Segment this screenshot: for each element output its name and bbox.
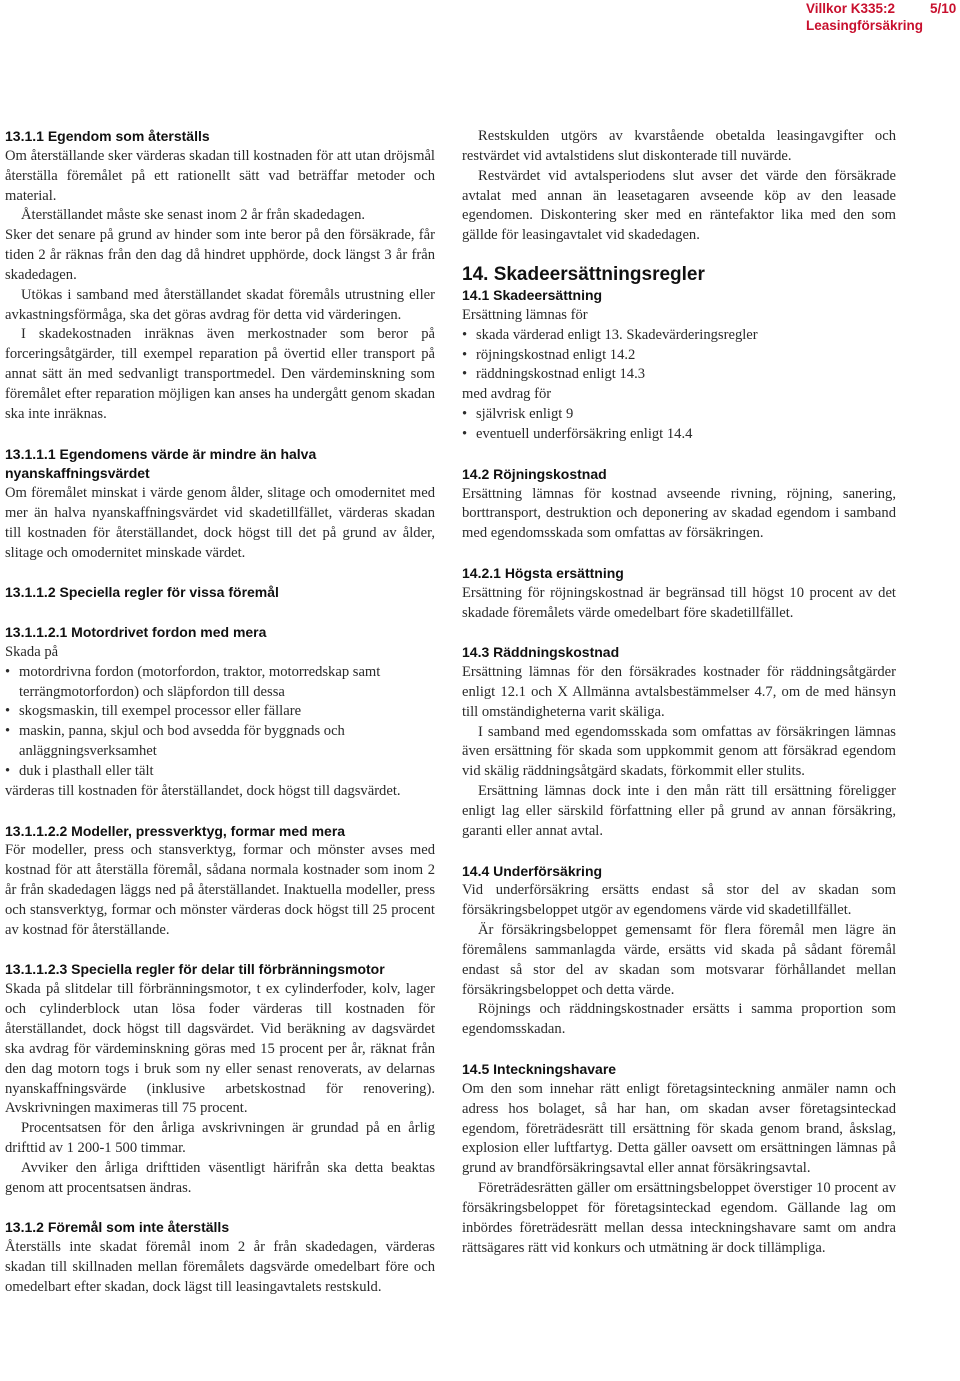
paragraph: I samband med egendomsskada som omfattas av försäkringen lämnas även ersättning för skada som uppkommit genom att försäkrad egendom vid skälig räddningsåtgärd skadats, förkommit eller stulits. bbox=[462, 723, 896, 780]
section-heading: 13.1.1.1 Egendomens värde är mindre än halva nyanskaffningsvärdet bbox=[5, 445, 317, 482]
paragraph: Utökas i samband med återställandet skadat föremåls utrustning eller avkastningsförmåga, ska det göras avdrag för detta vid värderingen. bbox=[5, 286, 435, 323]
list-item: • räddningskostnad enligt 14.3 bbox=[462, 365, 896, 385]
paragraph: Sker det senare på grund av hinder som inte beror på den försäkrade, får tiden 2 år räknas från den dag då hindret upphörde, dock längst 3 år från skadedagen. bbox=[5, 227, 435, 283]
paragraph: Företrädesrätten gäller om ersättningsbeloppet överstiger 10 procent av försäkringsbeloppet för företagsinteckad egendom. Gällande lag om inbördes företrädesrätt mellan dessa inteckningshavare samt om andra rättsägares rätt vid konkurs och utmätning är dock tillämpliga. bbox=[462, 1180, 896, 1256]
chapter-heading: 14. Skadeersättningsregler bbox=[462, 264, 705, 286]
paragraph: Om den som innehar rätt enligt företagsinteckning anmäler namn och adress hos bolaget, så har han, om skadan avser företagsinteckad egendom, företrädesrätt till ersättning för skada genom brand, åskslag, explosion eller luftfartyg. Detta gäller oavsett om ersättningen lämnas på grund av brandförsäkringsavtal eller annat försäkringsavtal. bbox=[462, 1080, 896, 1177]
paragraph: Om återställande sker värderas skadan till kostnaden för att utan dröjsmål återställa föremålet på ett rationellt sätt vad beträffar metoder och material. bbox=[5, 147, 435, 204]
paragraph: Är försäkringsbeloppet gemensamt för flera föremål men lägre än föremålens sammanlagda värde, ersätts vid skada på sådant föremål endast så stor del av skadan som motsvarar förhållandet mellan försäkringsbeloppet och detta värde. bbox=[462, 922, 896, 998]
list-item: • självrisk enligt 9 bbox=[462, 405, 896, 425]
section-heading: 13.1.1 Egendom som återställs bbox=[5, 128, 210, 144]
paragraph: Ersättning lämnas för den försäkrades kostnader för räddningsåtgärder enligt 12.1 och X Allmänna avtalsbestämmelser 4.7, om de med hänsyn till omständigheterna varit skäliga. bbox=[462, 664, 896, 720]
paragraph: Restskulden utgörs av kvarstående obetalda leasingavgifter och restvärdet vid avtalstidens slut diskonterade till nuvärde. bbox=[462, 128, 896, 164]
right-column bbox=[462, 127, 896, 1258]
document-title: Leasingförsäkring bbox=[806, 18, 924, 33]
section-heading: 13.1.1.2.2 Modeller, pressverktyg, formar med mera bbox=[5, 822, 346, 839]
paragraph: Ersättning för röjningskostnad är begränsad till högst 10 procent av det skadade föremålets värde omedelbart före skadetillfället. bbox=[462, 584, 896, 621]
document-code: Villkor K335:2 bbox=[806, 1, 896, 16]
list-item: • skogsmaskin, till exempel processor eller fällare bbox=[5, 702, 435, 722]
section-heading: 14.1 Skadeersättning bbox=[462, 287, 603, 304]
paragraph: Röjnings och räddningskostnader ersätts i samma proportion som egendomsskadan. bbox=[462, 1001, 896, 1038]
paragraph: Ersättning lämnas för kostnad avseende rivning, röjning, sanering, borttransport, destruktion och deponering av skadad egendom i samband med egendomsskada som omfattas av försäkringen. bbox=[462, 485, 896, 542]
section-heading: 14.5 Inteckningshavare bbox=[462, 1060, 617, 1077]
paragraph: Återställandet måste ske senast inom 2 år från skadedagen. bbox=[21, 207, 366, 224]
paragraph: Om föremålet minskat i värde genom ålder, slitage och omodernitet med mer än halva nyanskaffningsvärdet vid skadetillfället, värderas skadan till kostnaden för återställandet, dock högst till det på grund av ålder, slitage och omodernitet minskade värdet. bbox=[5, 485, 435, 561]
paragraph: Skada på bbox=[5, 643, 59, 660]
paragraph: Restvärdet vid avtalsperiodens slut avser det värde den försäkrade avtalat med annan än leasetagaren avseende köp av den leasade egendomen. Diskontering sker med en räntefaktor lika med den som gällde för leasingavtalet vid skadedagen. bbox=[462, 167, 896, 244]
paragraph: Vid underförsäkring ersätts endast så stor del av skadan som försäkringsbeloppet utgör av egendomens värde vid skadetillfället. bbox=[462, 882, 896, 919]
paragraph: Procentsatsen för den årliga avskrivningen är grundad på en årlig drifttid av 1 200-1 500 timmar. bbox=[5, 1120, 435, 1157]
bullet-list bbox=[5, 663, 435, 782]
paragraph: Återställs inte skadat föremål inom 2 år från skadedagen, värderas skadan till skillnaden mellan föremålets dagsvärde omedelbart före och omedelbart efter skadan, dock lägst till leasingavtalets restskuld. bbox=[5, 1239, 435, 1295]
section-heading: 13.1.2 Föremål som inte återställs bbox=[5, 1219, 230, 1236]
bullet-list bbox=[462, 405, 896, 445]
section-heading: 14.2 Röjningskostnad bbox=[462, 465, 607, 482]
paragraph: Avviker den årliga drifttiden väsentligt härifrån ska detta beaktas genom att procentsatsen ändras. bbox=[5, 1159, 435, 1196]
section-heading: 13.1.1.2.3 Speciella regler för delar till förbränningsmotor bbox=[5, 961, 385, 978]
section-heading: 14.4 Underförsäkring bbox=[462, 862, 603, 879]
paragraph: Ersättning lämnas dock inte i den mån rätt till ersättning föreligger enligt lag eller särskild författning eller på grund av annan försäkring, garanti eller annat avtal. bbox=[462, 783, 896, 839]
paragraph: För modeller, press och stansverktyg, formar och mönster avses med kostnad för att återställa föremål, sådana normala kostnader som inom 2 år från skadedagen läggs ned på återställandet. Inaktuella modeller, press och stansverktyg, formar och mönster värderas dock högst till 25 procent av kostnad för återställande. bbox=[5, 842, 435, 938]
paragraph: Ersättning lämnas för bbox=[462, 306, 588, 323]
list-item: • eventuell underförsäkring enligt 14.4 bbox=[462, 425, 896, 445]
left-column bbox=[5, 127, 435, 1298]
section-heading: 13.1.1.2.1 Motordrivet fordon med mera bbox=[5, 624, 267, 641]
section-heading: 14.2.1 Högsta ersättning bbox=[462, 564, 624, 581]
paragraph: värderas till kostnaden för återställandet, dock högst till dagsvärdet. bbox=[5, 782, 401, 799]
section-heading: 14.3 Räddningskostnad bbox=[462, 644, 620, 661]
list-item: • motordrivna fordon (motorfordon, traktor, motorredskap samt terrängmotorfordon) och släpfordon till dessa bbox=[5, 663, 435, 703]
list-item: • duk i plasthall eller tält bbox=[5, 762, 435, 782]
paragraph: med avdrag för bbox=[462, 386, 552, 403]
bullet-list bbox=[462, 326, 896, 386]
list-item: • röjningskostnad enligt 14.2 bbox=[462, 346, 896, 366]
paragraph: Skada på slitdelar till förbränningsmotor, t ex cylinderfoder, kolv, lager och cylinderblock utan lösa foder värderas till kostnaden för återställandet, dock högst till dagsvärdet. Vid beräkning av dagsvärdet ska avdrag för värdeminskning göras med 15 procent per år, räknat från den dag motorn togs i bruk som ny eller senast renoverats, av delarnas nyanskaffningsvärde (inklusive arbetskostnad för renovering). Avskrivningen maximeras till 75 procent. bbox=[5, 981, 435, 1117]
list-item: • maskin, panna, skjul och bod avsedda för byggnads och anläggningsverksamhet bbox=[5, 722, 435, 762]
page-header bbox=[0, 0, 960, 34]
page-number: 5/10 bbox=[930, 1, 957, 16]
section-heading: 13.1.1.2 Speciella regler för vissa föremål bbox=[5, 584, 279, 601]
paragraph: I skadekostnaden inräknas även merkostnader som beror på forceringsåtgärder, till exempel reparation på övertid eller transport på annat sätt än med sedvanligt transportmedel. Den värdeminskning som föremålet efter reparation möjligen kan anses ha undergått genom skadan ska inte inräknas. bbox=[5, 326, 435, 422]
list-item: • skada värderad enligt 13. Skadevärderingsregler bbox=[462, 326, 896, 346]
